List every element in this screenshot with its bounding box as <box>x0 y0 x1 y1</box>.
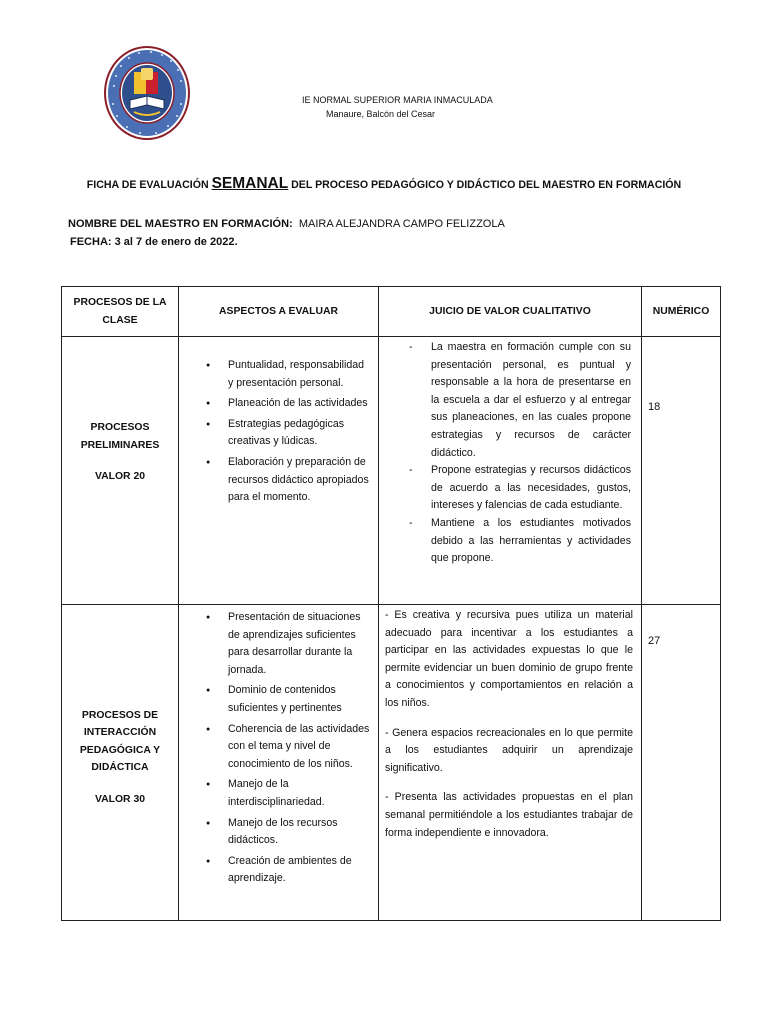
list-item: - La maestra en formación cumple con su presentación personal, es puntual y responsable a la hora de presentarse en la escuela a dar el esfuerzo y al entregar sus planeaciones, en las cuales propone estrategias y recursos de carácter didáctico. <box>387 339 633 462</box>
valor-label: VALOR 30 <box>94 793 146 805</box>
title-post: DEL PROCESO PEDAGÓGICO Y DIDÁCTICO DEL MAESTRO EN FORMACIÓN <box>288 179 682 191</box>
aspectos-cell <box>179 337 379 605</box>
valor-label: VALOR 20 <box>94 471 146 483</box>
list-item: ● Manejo de la interdisciplinariedad. <box>179 776 378 811</box>
juicio-list <box>387 339 633 568</box>
juicio-paragraph: - Es creativa y recursiva pues utiliza un material adecuado para incentivar a los estudiantes a participar en las actividades expuestas lo que le permite evidenciar un buen dominio de grupo frente a conocimientos y comportamientos en relación a los niños. <box>385 609 633 709</box>
title-pre: FICHA DE EVALUACIÓN <box>86 179 212 191</box>
juicio-paragraph: - Presenta las actividades propuestas en el plan semanal permitiéndole a los estudiantes trabajar de forma independiente e innovadora. <box>385 791 633 839</box>
header-proceso: PROCESOS DE LA CLASE <box>62 287 179 337</box>
header-juicio: JUICIO DE VALOR CUALITATIVO <box>379 287 642 337</box>
aspectos-list <box>179 609 378 888</box>
numerico-value: 27 <box>648 635 661 647</box>
teacher-line <box>68 218 505 230</box>
list-item: - Mantiene a los estudiantes motivados debido a las herramientas y actividades que propone. <box>387 515 633 568</box>
proceso-cell <box>62 337 179 605</box>
school-seal-icon <box>104 46 190 140</box>
list-item: ● Elaboración y preparación de recursos didáctico apropiados para el momento. <box>179 454 378 507</box>
list-item: ● Manejo de los recursos didácticos. <box>179 815 378 850</box>
numerico-value: 18 <box>648 401 661 413</box>
date-line: FECHA: 3 al 7 de enero de 2022. <box>70 236 238 248</box>
juicio-paragraph: - Genera espacios recreacionales en lo que permite a los estudiantes adquirir un aprendizaje significativo. <box>385 726 633 774</box>
proceso-label: PROCESOS DE INTERACCIÓN PEDAGÓGICA Y DIDÁCTICA <box>79 709 161 774</box>
teacher-label: NOMBRE DEL MAESTRO EN FORMACIÓN: <box>68 218 293 230</box>
list-item: ● Estrategias pedagógicas creativas y lúdicas. <box>179 416 378 451</box>
evaluation-table <box>61 286 721 921</box>
aspectos-cell <box>179 605 379 921</box>
table-header-row <box>62 287 721 337</box>
institution-name: IE NORMAL SUPERIOR MARIA INMACULADA <box>302 95 493 105</box>
list-item: ● Dominio de contenidos suficientes y pertinentes <box>179 682 378 717</box>
title-emphasis: SEMANAL <box>211 175 289 192</box>
institution-location: Manaure, Balcón del Cesar <box>326 109 436 119</box>
list-item: - Propone estrategias y recursos didácticos de acuerdo a las necesidades, gustos, intereses y falencias de cada estudiante. <box>387 462 633 515</box>
juicio-cell <box>379 605 642 921</box>
table-row <box>62 337 721 605</box>
list-item: ● Creación de ambientes de aprendizaje. <box>179 853 378 888</box>
header-aspectos: ASPECTOS A EVALUAR <box>179 287 379 337</box>
aspectos-list <box>179 357 378 507</box>
numerico-cell <box>642 337 721 605</box>
proceso-label: PROCESOS PRELIMINARES <box>80 422 160 451</box>
proceso-cell <box>62 605 179 921</box>
list-item: ● Puntualidad, responsabilidad y presentación personal. <box>179 357 378 392</box>
list-item: ● Coherencia de las actividades con el tema y nivel de conocimiento de los niños. <box>179 721 378 774</box>
teacher-name: MAIRA ALEJANDRA CAMPO FELIZZOLA <box>298 218 505 230</box>
list-item: ● Presentación de situaciones de aprendizajes suficientes para desarrollar durante la jornada. <box>179 609 378 679</box>
table-row <box>62 605 721 921</box>
document-title <box>0 175 768 193</box>
header-numerico: NUMÉRICO <box>642 287 721 337</box>
numerico-cell <box>642 605 721 921</box>
juicio-cell <box>379 337 642 605</box>
list-item: ● Planeación de las actividades <box>179 395 378 413</box>
